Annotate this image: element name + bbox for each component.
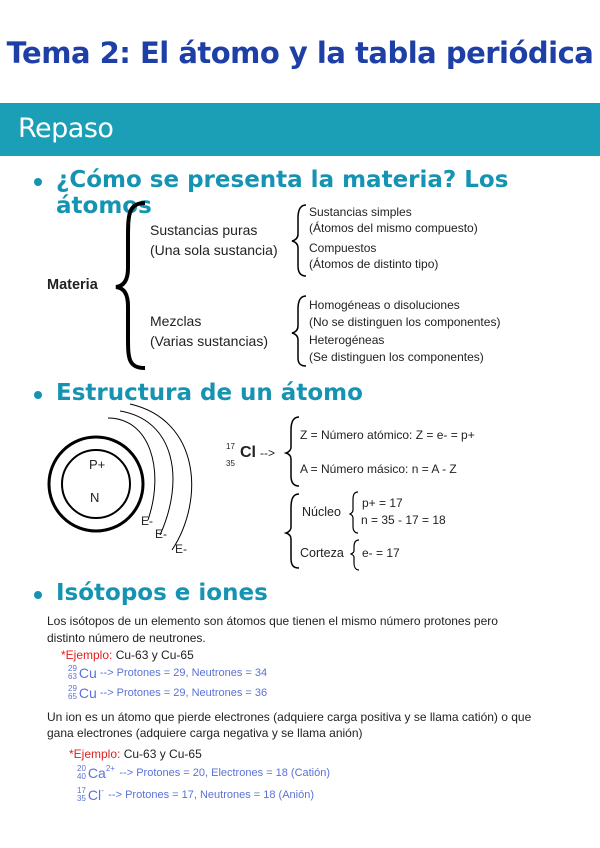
element-arrow: -->	[260, 446, 275, 460]
ion-cl	[77, 786, 314, 804]
isotope-cu-65	[68, 684, 267, 702]
isotope-numbers: 29 65	[68, 683, 77, 701]
mixtures-desc: (Varias sustancias)	[150, 333, 269, 349]
ion-definition-line2: gana electrones (adquiere carga negativa y se llama anión)	[47, 726, 363, 740]
electron-label-2: E-	[155, 527, 167, 541]
section-heading-isotopes: Isótopos e iones	[56, 580, 268, 606]
heterogeneous-label: Heterogéneas	[309, 333, 385, 347]
isotope-definition-line2: distinto número de neutrones.	[47, 631, 206, 645]
compounds-desc: (Átomos de distinto tipo)	[309, 257, 439, 271]
cortex-label: Corteza	[300, 546, 344, 560]
nucleus-brace	[350, 492, 358, 533]
homogeneous-label: Homogéneas o disoluciones	[309, 298, 460, 312]
materia-label: Materia	[47, 277, 98, 293]
ion-desc: --> Protones = 17, Neutrones = 18 (Anión)	[108, 789, 315, 802]
ion-charge: -	[101, 786, 104, 795]
z-definition: Z = Número atómico: Z = e- = p+	[300, 428, 475, 442]
section-heading-matter: ¿Cómo se presenta la materia? Los átomos	[56, 167, 509, 219]
materia-brace	[116, 203, 145, 368]
isotope-definition-line1: Los isótopos de un elemento son átomos que tienen el mismo número protones pero	[47, 614, 498, 628]
ion-desc: --> Protones = 20, Electrones = 18 (Catión)	[119, 767, 331, 780]
heterogeneous-desc: (Se distinguen los componentes)	[309, 350, 484, 364]
electron-count: e- = 17	[362, 546, 400, 560]
simple-substances-label: Sustancias simples	[309, 205, 412, 219]
ion-numbers: 17 35	[77, 786, 86, 804]
isotope-desc: --> Protones = 29, Neutrones = 34	[96, 666, 268, 679]
example-text: Cu-63 y Cu-65	[115, 648, 194, 662]
cortex-brace	[351, 540, 359, 570]
compounds-label: Compuestos	[309, 241, 377, 255]
simple-substances-desc: (Átomos del mismo compuesto)	[309, 221, 478, 235]
isotope-cu-63	[68, 664, 267, 682]
pure-brace	[292, 205, 306, 276]
isotope-numbers: 29 63	[68, 663, 77, 681]
orbit-1	[108, 418, 155, 520]
bullet-icon	[34, 391, 42, 399]
example-text: Cu-63 y Cu-65	[123, 747, 202, 761]
neutron-count: n = 35 - 17 = 18	[361, 513, 446, 527]
section-heading-atom: Estructura de un átomo	[56, 380, 363, 406]
example-label: *Ejemplo:	[69, 747, 121, 761]
element-mass-number: 35	[226, 459, 235, 468]
example-1	[61, 648, 194, 662]
neutron-label: N	[90, 490, 100, 505]
element-symbol: Cl	[240, 444, 256, 461]
isotope-symbol: Cu	[78, 664, 97, 681]
structure-brace	[286, 494, 299, 568]
electron-label-3: E-	[175, 542, 187, 556]
ion-ca	[77, 764, 330, 782]
nucleus-label: Núcleo	[302, 505, 341, 519]
mixtures-label: Mezclas	[150, 313, 202, 329]
isotope-desc: --> Protones = 29, Neutrones = 36	[96, 686, 268, 699]
element-atomic-number: 17	[226, 442, 235, 451]
ion-definition-line1: Un ion es un átomo que pierde electrones (adquiere carga positiva y se llama catión) o que	[47, 710, 532, 724]
example-label: *Ejemplo:	[61, 648, 113, 662]
a-definition: A = Número másico: n = A - Z	[300, 462, 457, 476]
mixture-brace	[292, 296, 306, 366]
example-2	[69, 747, 202, 761]
ion-symbol: Cl	[87, 787, 102, 804]
homogeneous-desc: (No se distinguen los componentes)	[309, 315, 501, 329]
outer-shell	[49, 437, 143, 531]
za-brace	[286, 417, 299, 486]
banner-label: Repaso	[18, 113, 114, 144]
ion-numbers: 20 40	[77, 764, 86, 782]
pure-substances-desc: (Una sola sustancia)	[150, 242, 278, 258]
ion-symbol: Ca	[87, 765, 106, 782]
ion-charge: 2+	[105, 764, 115, 773]
proton-label: P+	[89, 457, 106, 472]
pure-substances-label: Sustancias puras	[150, 222, 258, 238]
proton-count: p+ = 17	[362, 496, 403, 510]
isotope-symbol: Cu	[78, 684, 97, 701]
page-title: Tema 2: El átomo y la tabla periódica	[6, 36, 594, 70]
electron-label-1: E-	[141, 514, 153, 528]
bullet-icon	[34, 591, 42, 599]
